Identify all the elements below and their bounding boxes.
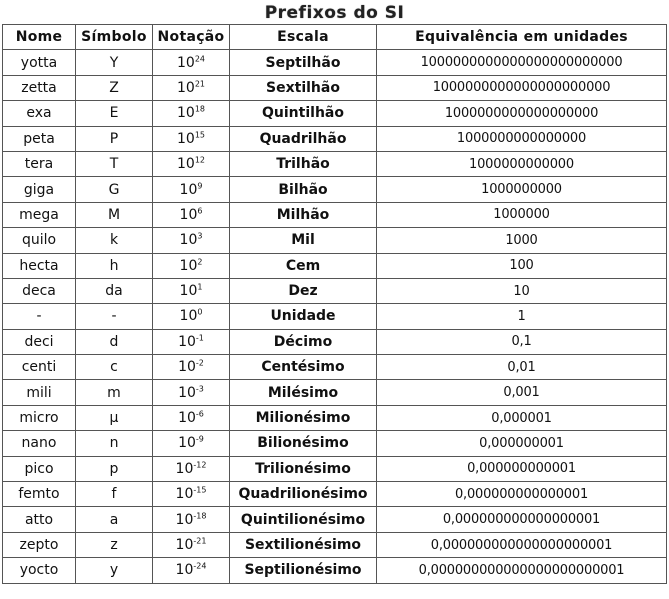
cell-escala: Décimo [230, 329, 377, 354]
cell-nome: pico [3, 456, 76, 481]
notation-base: 10 [178, 333, 196, 350]
cell-equivalencia: 1000 [377, 228, 667, 253]
cell-simbolo: m [76, 380, 153, 405]
cell-nome: mega [3, 202, 76, 227]
notation-exponent: 3 [197, 231, 203, 241]
cell-notacao [153, 202, 230, 227]
cell-equivalencia: 0,000000000001 [377, 456, 667, 481]
table-row [3, 228, 667, 253]
cell-simbolo: Y [76, 50, 153, 75]
cell-notacao [153, 101, 230, 126]
cell-simbolo: k [76, 228, 153, 253]
notation-base: 10 [175, 562, 194, 579]
cell-notacao [153, 304, 230, 329]
cell-escala: Milésimo [230, 380, 377, 405]
cell-equivalencia: 1 [377, 304, 667, 329]
cell-equivalencia: 10 [377, 278, 667, 303]
header-equivalencia: Equivalência em unidades [377, 25, 667, 50]
cell-simbolo: f [76, 482, 153, 507]
cell-simbolo: z [76, 532, 153, 557]
notation-exponent: -18 [193, 510, 207, 520]
cell-escala: Quintilionésimo [230, 507, 377, 532]
cell-nome: yotta [3, 50, 76, 75]
cell-simbolo: G [76, 177, 153, 202]
cell-equivalencia: 0,1 [377, 329, 667, 354]
table-row [3, 304, 667, 329]
table-row [3, 329, 667, 354]
cell-equivalencia: 0,001 [377, 380, 667, 405]
cell-equivalencia: 0,000000000000000001 [377, 507, 667, 532]
notation-base: 10 [175, 511, 194, 528]
cell-nome: zetta [3, 75, 76, 100]
table-row [3, 202, 667, 227]
cell-nome: micro [3, 405, 76, 430]
cell-equivalencia: 0,000000001 [377, 431, 667, 456]
cell-escala: Sextilionésimo [230, 532, 377, 557]
cell-escala: Quadrilhão [230, 126, 377, 151]
cell-escala: Milhão [230, 202, 377, 227]
table-row [3, 50, 667, 75]
table-row [3, 456, 667, 481]
cell-notacao [153, 126, 230, 151]
cell-simbolo: h [76, 253, 153, 278]
notation-exponent: -15 [193, 485, 207, 495]
notation-base: 10 [176, 54, 195, 71]
cell-nome: atto [3, 507, 76, 532]
notation-base: 10 [176, 79, 195, 96]
cell-nome: centi [3, 355, 76, 380]
cell-nome: giga [3, 177, 76, 202]
cell-nome: peta [3, 126, 76, 151]
cell-notacao [153, 278, 230, 303]
table-header [3, 25, 667, 50]
notation-base: 10 [175, 486, 194, 503]
cell-escala: Septilionésimo [230, 558, 377, 583]
cell-notacao [153, 355, 230, 380]
notation-exponent: 24 [194, 53, 205, 63]
cell-notacao [153, 380, 230, 405]
table-row [3, 532, 667, 557]
cell-equivalencia: 1000000 [377, 202, 667, 227]
cell-equivalencia: 1000000000000 [377, 151, 667, 176]
cell-equivalencia: 100 [377, 253, 667, 278]
cell-simbolo: Z [76, 75, 153, 100]
cell-notacao [153, 329, 230, 354]
cell-notacao [153, 558, 230, 583]
cell-simbolo: c [76, 355, 153, 380]
cell-notacao [153, 482, 230, 507]
table-row [3, 355, 667, 380]
cell-notacao [153, 253, 230, 278]
cell-nome: quilo [3, 228, 76, 253]
cell-escala: Trilhão [230, 151, 377, 176]
notation-base: 10 [179, 283, 198, 300]
cell-simbolo: P [76, 126, 153, 151]
notation-exponent: 9 [197, 180, 203, 190]
notation-base: 10 [175, 537, 194, 553]
cell-equivalencia: 0,000000000000000000000001 [377, 558, 667, 583]
cell-nome: femto [3, 482, 76, 507]
cell-nome: - [3, 304, 76, 329]
cell-simbolo: µ [76, 405, 153, 430]
notation-exponent: 2 [197, 257, 203, 267]
cell-equivalencia: 1000000000000000000000000 [377, 50, 667, 75]
cell-simbolo: a [76, 507, 153, 532]
notation-exponent: -3 [195, 384, 204, 393]
cell-nome: yocto [3, 558, 76, 583]
cell-notacao [153, 75, 230, 100]
cell-notacao [153, 228, 230, 253]
cell-escala: Unidade [230, 304, 377, 329]
notation-exponent: -9 [195, 434, 204, 444]
notation-base: 10 [176, 130, 195, 147]
cell-equivalencia: 1000000000000000 [377, 126, 667, 151]
notation-base: 10 [179, 181, 198, 198]
cell-nome: deci [3, 329, 76, 354]
header-notacao: Notação [153, 25, 230, 50]
cell-escala: Bilhão [230, 177, 377, 202]
page-title: Prefixos do SI [264, 3, 405, 23]
cell-simbolo: T [76, 151, 153, 176]
cell-notacao [153, 431, 230, 456]
cell-nome: exa [3, 101, 76, 126]
cell-escala: Cem [230, 253, 377, 278]
table-row [3, 177, 667, 202]
notation-base: 10 [179, 257, 198, 274]
notation-exponent: -1 [195, 333, 204, 343]
notation-base: 10 [178, 384, 196, 401]
table-row [3, 126, 667, 151]
cell-nome: nano [3, 431, 76, 456]
table-row [3, 101, 667, 126]
notation-base: 10 [178, 359, 196, 376]
cell-nome: deca [3, 278, 76, 303]
header-escala: Escala [230, 25, 377, 50]
cell-notacao [153, 151, 230, 176]
cell-nome: mili [3, 380, 76, 405]
header-simbolo: Símbolo [76, 25, 153, 50]
notation-base: 10 [175, 460, 194, 477]
table-body [3, 50, 667, 583]
notation-base: 10 [178, 435, 196, 452]
cell-notacao [153, 507, 230, 532]
table-row [3, 278, 667, 303]
cell-escala: Bilionésimo [230, 431, 377, 456]
cell-notacao [153, 50, 230, 75]
notation-exponent: -2 [195, 358, 204, 368]
notation-base: 10 [179, 308, 198, 325]
header-nome: Nome [3, 25, 76, 50]
cell-escala: Dez [230, 278, 377, 303]
table-row [3, 405, 667, 430]
notation-exponent: -21 [193, 536, 207, 546]
table-row [3, 380, 667, 405]
notation-base: 10 [176, 105, 195, 122]
header-row [3, 25, 667, 50]
cell-simbolo: E [76, 101, 153, 126]
notation-exponent: -12 [193, 460, 207, 470]
cell-nome: zepto [3, 532, 76, 557]
cell-simbolo: - [76, 304, 153, 329]
cell-escala: Sextilhão [230, 75, 377, 100]
cell-escala: Quintilhão [230, 101, 377, 126]
cell-escala: Trilionésimo [230, 456, 377, 481]
cell-equivalencia: 1000000000000000000 [377, 101, 667, 126]
cell-nome: tera [3, 151, 76, 176]
notation-exponent: 21 [194, 79, 205, 89]
cell-equivalencia: 1000000000000000000000 [377, 75, 667, 100]
cell-equivalencia: 0,000001 [377, 405, 667, 430]
notation-base: 10 [176, 156, 195, 173]
cell-escala: Quadrilionésimo [230, 482, 377, 507]
notation-exponent: 18 [194, 104, 205, 114]
table-row [3, 482, 667, 507]
notation-base: 10 [179, 206, 198, 223]
notation-base: 10 [178, 410, 196, 427]
cell-simbolo: n [76, 431, 153, 456]
cell-simbolo: y [76, 558, 153, 583]
notation-exponent: 1 [197, 282, 203, 292]
cell-escala: Centésimo [230, 355, 377, 380]
notation-exponent: -6 [195, 409, 204, 419]
table-row [3, 431, 667, 456]
cell-simbolo: p [76, 456, 153, 481]
cell-escala: Milionésimo [230, 405, 377, 430]
table-row [3, 558, 667, 583]
cell-equivalencia: 0,000000000000000000001 [377, 532, 667, 557]
table-row [3, 151, 667, 176]
cell-nome: hecta [3, 253, 76, 278]
cell-equivalencia: 0,01 [377, 355, 667, 380]
cell-simbolo: M [76, 202, 153, 227]
cell-notacao [153, 456, 230, 481]
notation-exponent: 12 [194, 155, 205, 165]
table-row [3, 75, 667, 100]
cell-simbolo: d [76, 329, 153, 354]
cell-notacao [153, 405, 230, 430]
cell-equivalencia: 0,000000000000001 [377, 482, 667, 507]
cell-equivalencia: 1000000000 [377, 177, 667, 202]
cell-escala: Septilhão [230, 50, 377, 75]
cell-notacao [153, 177, 230, 202]
cell-notacao [153, 532, 230, 557]
table-row [3, 253, 667, 278]
cell-simbolo: da [76, 278, 153, 303]
notation-exponent: 6 [197, 206, 203, 216]
cell-escala: Mil [230, 228, 377, 253]
notation-exponent: 15 [194, 130, 205, 140]
notation-exponent: -24 [193, 561, 207, 571]
notation-base: 10 [179, 232, 198, 249]
table-row [3, 507, 667, 532]
si-prefix-table [2, 24, 667, 584]
notation-exponent: 0 [197, 307, 203, 317]
